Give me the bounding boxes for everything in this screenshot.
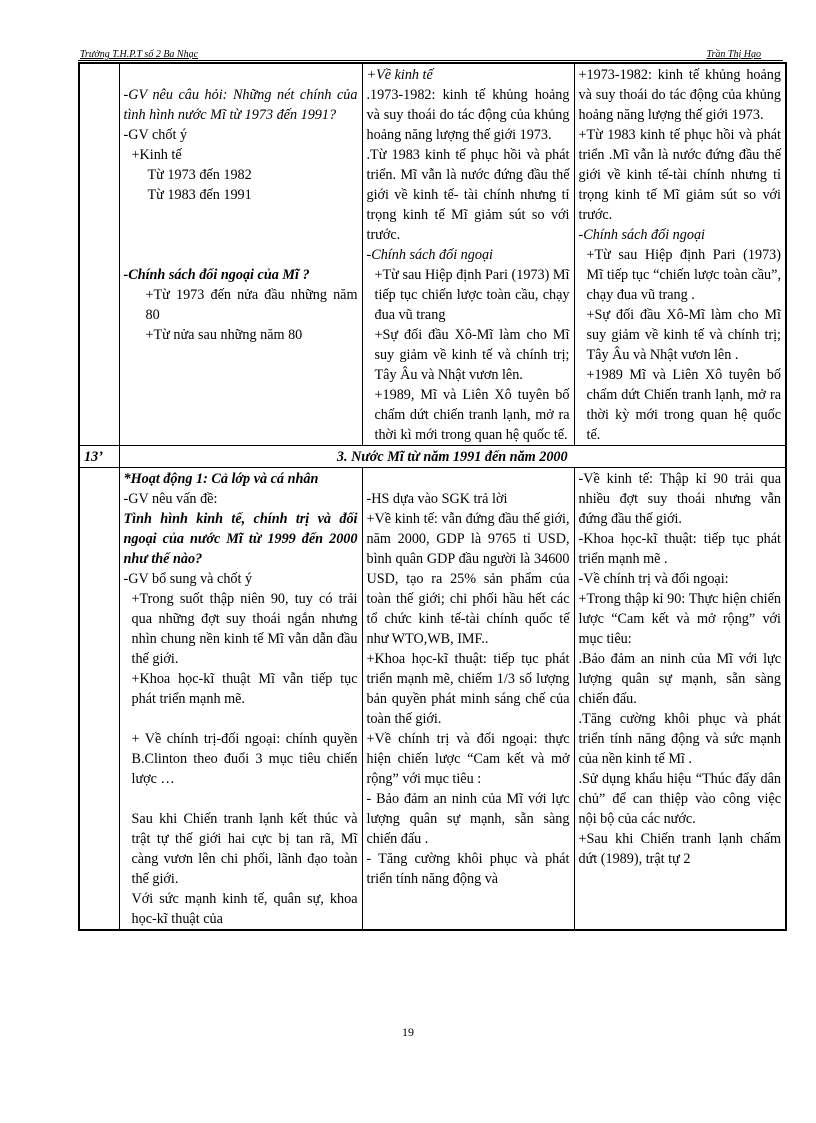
paragraph: +Sự đối đầu Xô-Mĩ làm cho Mĩ suy giảm về kinh tế và chính trị; Tây Âu và Nhật vươn lên. [374, 327, 570, 383]
paragraph: -HS dựa vào SGK trả lời [366, 491, 508, 507]
section-row [79, 446, 786, 468]
paragraph: -GV chốt ý [123, 127, 188, 143]
student-activity-cell [362, 468, 574, 931]
paragraph [367, 469, 570, 489]
paragraph: +Từ 1973 đến nửa đầu những năm 80 [145, 287, 358, 323]
paragraph: +Kinh tế [131, 147, 182, 163]
paragraph: .Từ 1983 kinh tế phục hồi và phát triển. Mĩ vẫn là nước đứng đầu thế giới về kinh tế- tài chính nhưng tỉ trọng kinh tế Mĩ giảm sút so với trước. [366, 147, 570, 243]
paragraph: -GV nêu câu hỏi: Những nét chính của tình hình nước Mĩ từ 1973 đến 1991? [123, 87, 358, 123]
section-title: 3. Nước Mĩ từ năm 1991 đến năm 2000 [119, 446, 786, 468]
paragraph [124, 225, 358, 245]
paragraph: Tình hình kinh tế, chính trị và đối ngoại của nước Mĩ từ 1999 đến 2000 như thế nào? [123, 511, 358, 567]
paragraph: Với sức mạnh kinh tế, quân sự, khoa học-kĩ thuật của [131, 891, 358, 927]
paragraph: Sau khi Chiến tranh lạnh kết thúc và trật tự thế giới hai cực bị tan rã, Mĩ càng vươn lên chi phối, lãnh đạo toàn thế giới. [131, 811, 358, 887]
paragraph: +Sự đối đầu Xô-Mĩ làm cho Mĩ suy giảm về kinh tế và chính trị; Tây Âu và Nhật vươn lên . [586, 307, 781, 363]
paragraph: +Từ sau Hiệp định Pari (1973) Mĩ tiếp tục “chiến lược toàn cầu”, chạy đua vũ trang . [586, 247, 781, 303]
paragraph [124, 789, 358, 809]
paragraph: .Bảo đảm an ninh của Mĩ với lực lượng quân sự mạnh, sẵn sàng chiến đấu. [578, 651, 781, 707]
paragraph: +Từ sau Hiệp định Pari (1973) Mĩ tiếp tục chiến lược toàn cầu, chạy đua vũ trang [374, 267, 570, 323]
paragraph: + Về chính trị-đối ngoại: chính quyền B.Clinton theo đuổi 3 mục tiêu chiến lược … [131, 731, 358, 787]
paragraph: .1973-1982: kinh tế khủng hoảng và suy thoái do tác động của khủng hoảng năng lượng thế giới 1973. [366, 87, 570, 143]
paragraph [124, 245, 358, 265]
time-cell [79, 63, 119, 446]
paragraph: .Sử dụng khẩu hiệu “Thúc đẩy dân chủ” để can thiệp vào công việc nội bộ của các nước. [578, 771, 781, 827]
paragraph: +Về kinh tế: vẫn đứng đầu thế giới, năm 2000, GDP là 9765 tỉ USD, bình quân GDP đầu người là 34600 USD, tạo ra 25% sản phẩm của toàn thế giới; chi phối hầu hết các tổ chức kinh tế-tài chính quốc tế như WTO,WB, IMF.. [366, 511, 570, 647]
paragraph: -Về chính trị và đối ngoại: [578, 571, 729, 587]
paragraph: +1973-1982: kinh tế khủng hoảng và suy thoái do tác động của khủng hoảng năng lượng thế giới 1973. [578, 67, 781, 123]
paragraph: -GV bổ sung và chốt ý [123, 571, 253, 587]
header-author: Trần Thị Hạo [706, 49, 761, 60]
table-row [79, 63, 786, 446]
lesson-table [78, 62, 787, 931]
header-school: Trường T.H.P.T số 2 Ba Nhạc [80, 49, 199, 60]
knowledge-cell [574, 63, 786, 446]
paragraph: -Chính sách đối ngoại [578, 227, 706, 243]
paragraph: Từ 1973 đến 1982 [147, 167, 252, 183]
paragraph: +Từ nửa sau những năm 80 [145, 327, 303, 343]
paragraph: -Chính sách đối ngoại của Mĩ ? [123, 267, 310, 283]
paragraph: -GV nêu vấn đề: [123, 491, 218, 507]
paragraph: +Sau khi Chiến tranh lạnh chấm dứt (1989), trật tự 2 [578, 831, 781, 867]
paragraph: +Từ 1983 kinh tế phục hồi và phát triển .Mĩ vẫn là nước đứng đầu thế giới về kinh tế-tài chính nhưng tỉ trọng kinh tế Mĩ giảm sút so với trước. [578, 127, 781, 223]
paragraph: +Trong suốt thập niên 90, tuy có trải qua những đợt suy thoái ngắn nhưng nhìn chung nền kinh tế Mĩ vẫn dẫn đầu thế giới. [131, 591, 358, 667]
table-row [79, 468, 786, 931]
teacher-activity-cell [119, 468, 362, 931]
paragraph: - Bảo đảm an ninh của Mĩ với lực lượng quân sự mạnh, sẵn sàng chiến đấu . [366, 791, 570, 847]
paragraph: +1989 Mĩ và Liên Xô tuyên bố chấm dứt Chiến tranh lạnh, mở ra thời kỳ mới trong quan hệ quốc tế. [586, 367, 781, 443]
paragraph: +Trong thập kỉ 90: Thực hiện chiến lược “Cam kết và mở rộng” với mục tiêu: [578, 591, 781, 647]
paragraph [124, 709, 358, 729]
student-activity-cell [362, 63, 574, 446]
header-rule [78, 60, 783, 61]
paragraph: .Tăng cường khôi phục và phát triển tính năng động và sức mạnh của nền kinh tế Mĩ . [578, 711, 781, 767]
paragraph: +Về kinh tế [366, 67, 433, 83]
paragraph: -Về kinh tế: Thập kỉ 90 trải qua nhiều đợt suy thoái nhưng vẫn đứng đầu thế giới. [578, 471, 781, 527]
paragraph: *Hoạt động 1: Cả lớp và cá nhân [123, 471, 319, 487]
paragraph: +Khoa học-kĩ thuật: tiếp tục phát triển mạnh mẽ, chiếm 1/3 số lượng bản quyền phát minh sáng chế của toàn thế giới. [366, 651, 570, 727]
time-cell [79, 468, 119, 931]
page-number: 19 [402, 1025, 414, 1039]
paragraph: +1989, Mĩ và Liên Xô tuyên bố chấm dứt chiến tranh lạnh, mở ra thời kì mới trong quan hệ quốc tế. [374, 387, 570, 443]
paragraph: +Khoa học-kĩ thuật Mĩ vẫn tiếp tục phát triển mạnh mẽ. [131, 671, 358, 707]
knowledge-cell [574, 468, 786, 931]
paragraph: Từ 1983 đến 1991 [147, 187, 252, 203]
section-time: 13’ [79, 446, 119, 468]
teacher-activity-cell [119, 63, 362, 446]
paragraph: +Về chính trị và đối ngoại: thực hiện chiến lược “Cam kết và mở rộng” với mục tiêu : [366, 731, 570, 787]
paragraph [124, 205, 358, 225]
paragraph [124, 65, 358, 85]
paragraph: - Tăng cường khôi phục và phát triển tính năng động và [366, 851, 570, 887]
paragraph: -Khoa học-kĩ thuật: tiếp tục phát triển mạnh mẽ . [578, 531, 781, 567]
paragraph: -Chính sách đối ngoại [366, 247, 494, 263]
